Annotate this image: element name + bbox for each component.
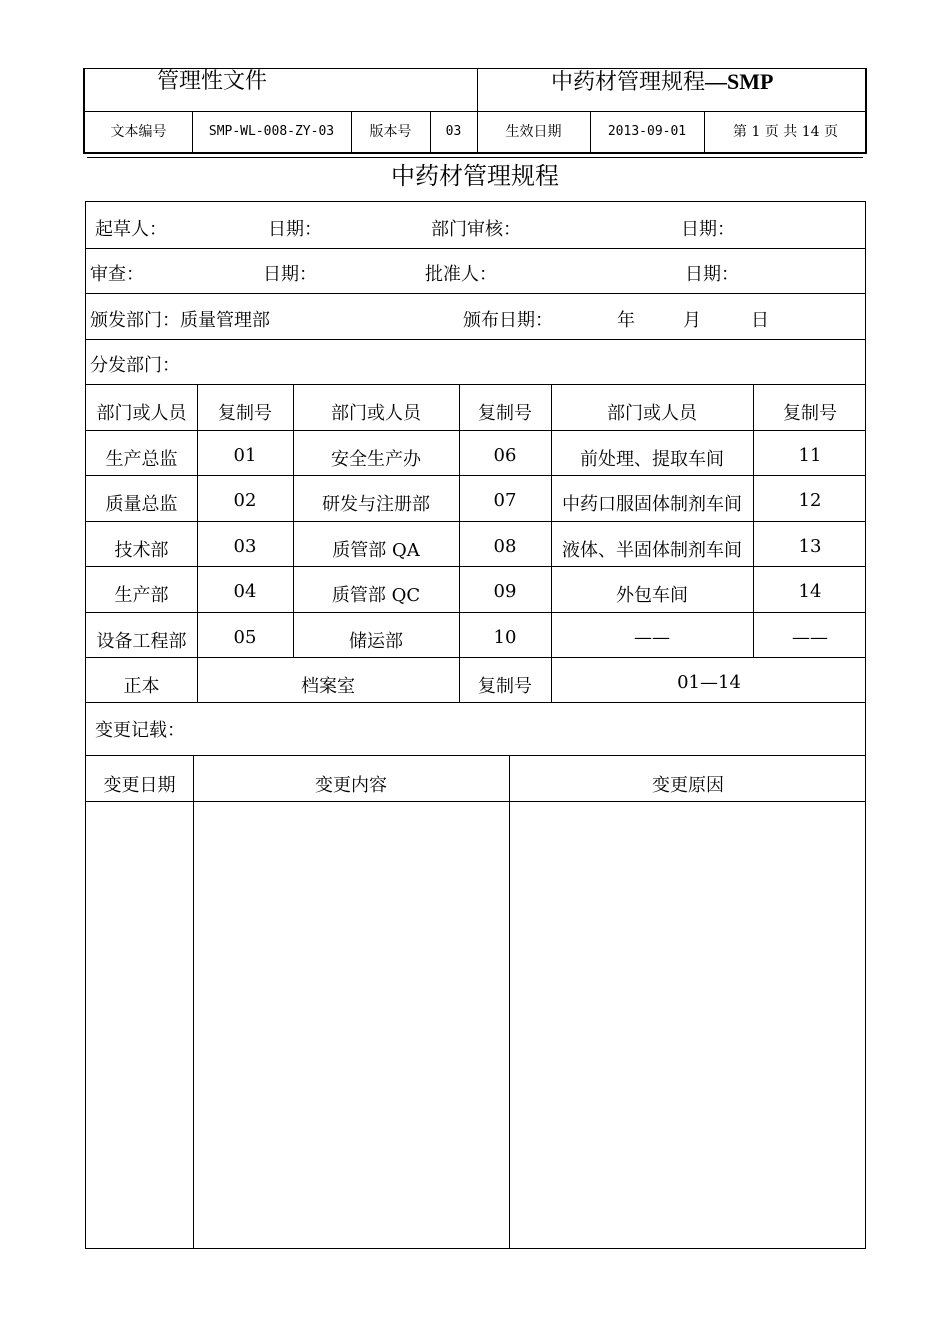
table-cell: 04 [233,581,257,602]
table-cell: 05 [233,627,257,648]
table-cell: 07 [493,490,517,511]
col-header: 复制号 [218,403,272,424]
col-header-change-content: 变更内容 [315,775,387,796]
row-rule [86,566,865,567]
row-rule [86,521,865,522]
copy-label: 复制号 [478,676,532,697]
table-cell: 01 [233,445,257,466]
page-info: 第 1 页 共 14 页 [733,124,838,140]
row-rule [86,475,865,476]
col-header-change-reason: 变更原因 [652,775,724,796]
distribution-label: 分发部门： [90,355,180,376]
doc-category: 管理性文件 [157,69,268,94]
col-header: 部门或人员 [607,403,697,424]
table-cell: 10 [493,627,517,648]
original-label: 正本 [123,676,160,697]
col-header: 复制号 [783,403,837,424]
table-cell: 02 [233,490,257,511]
table-cell: 14 [798,581,822,602]
col-header: 部门或人员 [96,403,187,424]
date-label: 日期： [681,219,735,240]
table-cell: 技术部 [114,540,169,561]
effective-label: 生效日期 [505,124,562,140]
effective-date: 2013-09-01 [607,124,687,139]
table-cell: 前处理、提取车间 [580,449,724,470]
day-label: 日 [751,310,769,331]
version-value: 03 [445,124,462,139]
header-divider [477,69,478,111]
row-rule [86,339,865,340]
col-header-change-date: 变更日期 [103,775,176,796]
row-rule [86,430,865,431]
row-rule [86,293,865,294]
reviewer-label: 审查： [90,264,144,285]
table-cell: 液体、半固体制剂车间 [562,540,742,561]
col-header: 复制号 [478,403,532,424]
change-log-label: 变更记载： [95,720,185,741]
date-label: 日期： [685,264,739,285]
table-cell: —— [792,627,828,648]
approver-label: 批准人： [425,264,497,285]
table-cell: 11 [798,445,822,466]
table-cell: 储运部 [349,631,403,652]
table-cell: 生产总监 [105,449,178,470]
table-cell: 08 [493,536,517,557]
table-cell: 质量总监 [105,494,178,515]
table-cell: 安全生产办 [331,449,421,470]
copy-range: 01—14 [677,672,741,693]
month-label: 月 [683,310,701,331]
row-rule [86,755,865,756]
doc-no-label: 文本编号 [110,124,167,140]
year-label: 年 [617,310,635,331]
header-underline [87,157,863,158]
date-label: 日期： [268,219,322,240]
table-cell: 中药口服固体制剂车间 [562,494,742,515]
control-form [85,201,866,1249]
header-title: 中药材管理规程—SMP [551,69,774,95]
row-rule [86,612,865,613]
col-rule [509,755,510,1249]
table-cell: 12 [798,490,822,511]
row-rule [86,248,865,249]
col-header: 部门或人员 [331,403,421,424]
original-holder: 档案室 [301,676,355,697]
drafter-label: 起草人： [95,219,167,240]
table-cell: 06 [493,445,517,466]
issue-dept: 颁发部门：质量管理部 [90,310,270,331]
table-cell: 设备工程部 [96,631,187,652]
table-cell: 03 [233,536,257,557]
row-rule [86,657,865,658]
table-cell: —— [634,627,670,648]
table-cell: 质管部 QC [331,585,421,606]
page-title: 中药材管理规程 [391,162,559,190]
table-cell: 质管部 QA [332,540,420,561]
table-cell: 09 [493,581,517,602]
row-rule [86,384,865,385]
table-cell: 外包车间 [616,585,688,606]
version-label: 版本号 [369,124,412,140]
doc-no: SMP-WL-008-ZY-03 [208,124,335,139]
dept-review-label: 部门审核： [431,219,521,240]
table-cell: 13 [798,536,822,557]
date-label: 日期： [263,264,317,285]
issue-date-label: 颁布日期： [463,310,553,331]
row-rule [86,702,865,703]
table-cell: 研发与注册部 [322,494,430,515]
row-rule [86,801,865,802]
col-rule [193,755,194,1249]
document-header [83,68,867,154]
table-cell: 生产部 [114,585,169,606]
